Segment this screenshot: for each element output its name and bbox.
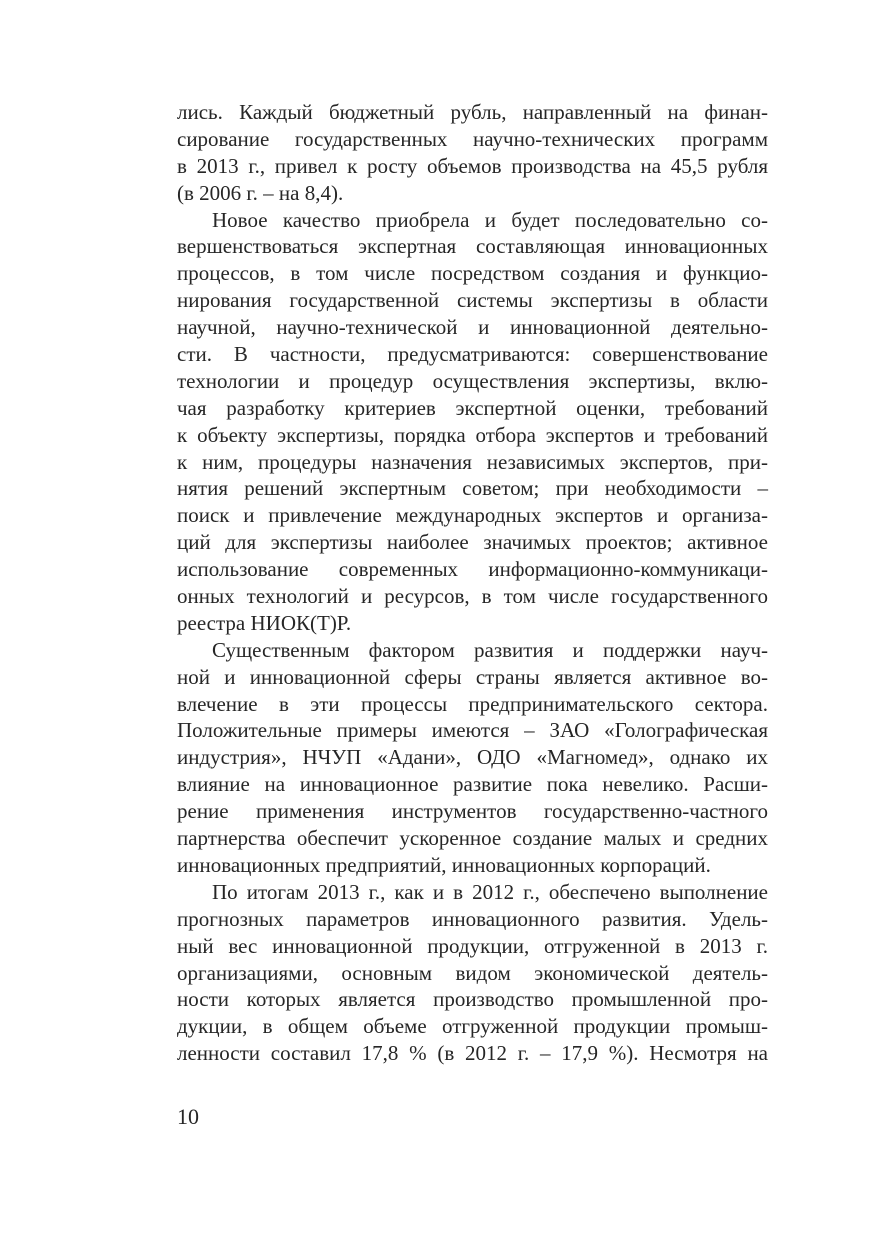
text-line: ций для экспертизы наиболее значимых проектов; активное — [177, 530, 768, 555]
body-text — [177, 99, 768, 1067]
paragraph — [177, 207, 768, 637]
text-line: ный вес инновационной продукции, отгруженной в 2013 г. — [177, 933, 768, 958]
text-line: нятия решений экспертным советом; при необходимости – — [177, 476, 768, 501]
text-line: технологии и процедур осуществления экспертизы, вклю- — [177, 368, 768, 393]
text-line: влечение в эти процессы предпринимательского сектора. — [177, 691, 768, 716]
text-line: использование современных информационно-коммуникаци- — [177, 557, 768, 582]
text-line: рение применения инструментов государственно-частного — [177, 799, 768, 824]
text-line: чая разработку критериев экспертной оценки, требований — [177, 395, 768, 420]
text-line: прогнозных параметров инновационного развития. Удель- — [177, 906, 768, 931]
text-line: Положительные примеры имеются – ЗАО «Голографическая — [177, 718, 768, 743]
text-line: дукции, в общем объеме отгруженной продукции промыш- — [177, 1014, 768, 1039]
text-line: к ним, процедуры назначения независимых экспертов, при- — [177, 449, 768, 474]
text-line: ности которых является производство промышленной про- — [177, 987, 768, 1012]
text-line: ной и инновационной сферы страны является активное во- — [177, 664, 768, 689]
text-line: научной, научно-технической и инновационной деятельно- — [177, 315, 768, 340]
text-line: онных технологий и ресурсов, в том числе государственного — [177, 584, 768, 609]
page-number: 10 — [177, 1104, 199, 1129]
text-line: процессов, в том числе посредством создания и функцио- — [177, 261, 768, 286]
text-line: к объекту экспертизы, порядка отбора экспертов и требований — [177, 422, 768, 447]
text-line: партнерства обеспечит ускоренное создание малых и средних — [177, 826, 768, 851]
paragraph — [177, 99, 768, 207]
text-line: поиск и привлечение международных экспертов и организа- — [177, 503, 768, 528]
paragraph — [177, 637, 768, 879]
text-line: (в 2006 г. – на 8,4). — [177, 180, 344, 205]
text-line: влияние на инновационное развитие пока невелико. Расши- — [177, 772, 768, 797]
text-line: вершенствоваться экспертная составляющая инновационных — [177, 234, 768, 259]
text-line: нирования государственной системы экспертизы в области — [177, 288, 768, 313]
text-line: индустрия», НЧУП «Адани», ОДО «Магномед», однако их — [177, 745, 768, 770]
text-line: реестра НИОК(Т)Р. — [177, 610, 352, 635]
text-line: Существенным фактором развития и поддержки науч- — [212, 637, 768, 662]
text-line: в 2013 г., привел к росту объемов производства на 45,5 рубля — [177, 153, 768, 178]
text-line: ленности составил 17,8 % (в 2012 г. – 17,9 %). Несмотря на — [177, 1041, 768, 1066]
text-line: сирование государственных научно-технических программ — [177, 126, 768, 151]
text-line: сти. В частности, предусматриваются: совершенствование — [177, 342, 768, 367]
text-line: Новое качество приобрела и будет последовательно со- — [212, 207, 768, 232]
text-line: лись. Каждый бюджетный рубль, направленный на финан- — [177, 100, 768, 124]
text-line: инновационных предприятий, инновационных корпораций. — [177, 852, 711, 877]
text-line: организациями, основным видом экономической деятель- — [177, 960, 768, 985]
text-line: По итогам 2013 г., как и в 2012 г., обеспечено выполнение — [212, 879, 768, 904]
paragraph — [177, 879, 768, 1067]
